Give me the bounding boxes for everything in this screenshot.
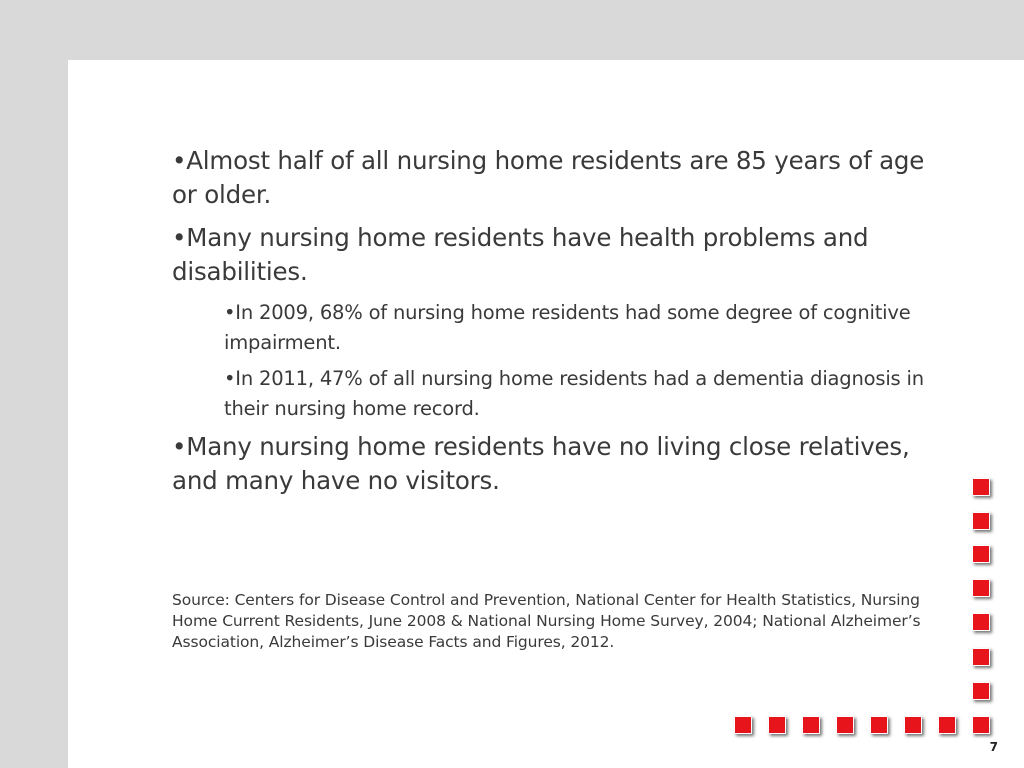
decor-square bbox=[972, 478, 990, 496]
decor-square bbox=[904, 716, 922, 734]
decor-square bbox=[938, 716, 956, 734]
decor-square bbox=[972, 716, 990, 734]
decor-square bbox=[972, 682, 990, 700]
page-number: 7 bbox=[989, 740, 998, 754]
decor-square bbox=[768, 716, 786, 734]
bullet-no-relatives: •Many nursing home residents have no living close relatives, and many have no visitors. bbox=[172, 432, 910, 495]
sub-bullet-dementia-diagnosis: •In 2011, 47% of all nursing home residents had a dementia diagnosis in their nursing home record. bbox=[224, 367, 924, 420]
decor-square bbox=[972, 613, 990, 631]
slide-content bbox=[172, 144, 932, 653]
decor-square bbox=[836, 716, 854, 734]
decor-square bbox=[972, 512, 990, 530]
bullet-age: •Almost half of all nursing home residents are 85 years of age or older. bbox=[172, 146, 925, 209]
decor-square bbox=[734, 716, 752, 734]
decor-square bbox=[972, 579, 990, 597]
slide bbox=[68, 60, 1024, 768]
decor-square bbox=[870, 716, 888, 734]
decor-square bbox=[802, 716, 820, 734]
bullet-health-problems: •Many nursing home residents have health problems and disabilities. bbox=[172, 223, 869, 286]
decor-square bbox=[972, 545, 990, 563]
decor-square bbox=[972, 648, 990, 666]
sub-bullet-cognitive-impairment: •In 2009, 68% of nursing home residents had some degree of cognitive impairment. bbox=[224, 301, 911, 354]
source-citation: Source: Centers for Disease Control and Prevention, National Center for Health Statistics, Nursing Home Current Residents, June 2008 & National Nursing Home Survey, 2004; National Alzheimer’s Association, Alzheimer’s Disease Facts and Figures, 2012. bbox=[172, 591, 921, 651]
